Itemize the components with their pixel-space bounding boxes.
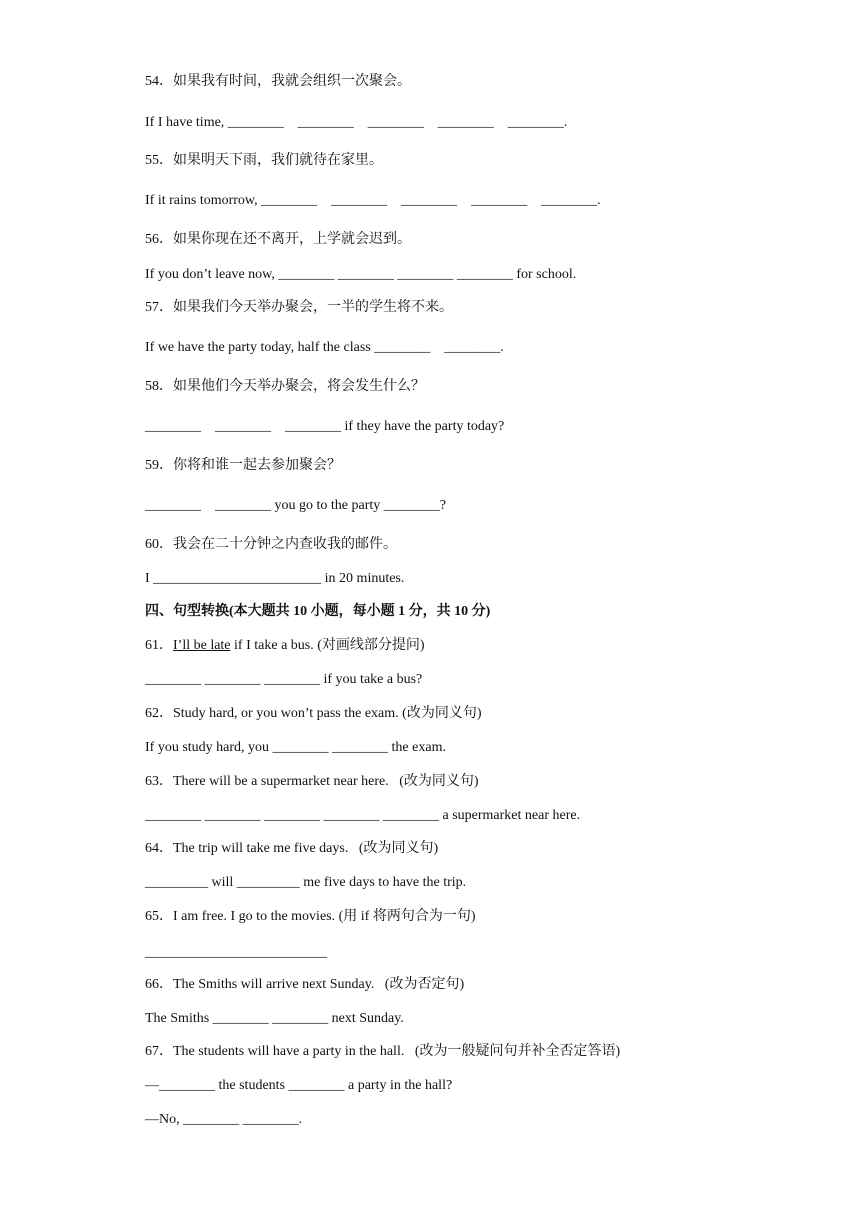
q54-chinese: 54．如果我有时间，我就会组织一次聚会。: [145, 74, 411, 89]
q62-question: 62．Study hard, or you won’t pass the exam. (改为同义句): [145, 706, 482, 721]
q55-chinese: 55．如果明天下雨，我们就待在家里。: [145, 153, 383, 168]
q66-answer: The Smiths ________ ________ next Sunday.: [145, 1011, 404, 1026]
q64-answer: _________ will _________ me five days to have the trip.: [145, 875, 467, 890]
q65-question: 65．I am free. I go to the movies. (用 if 将两句合为一句): [145, 909, 476, 924]
q62-answer: If you study hard, you ________ ________ the exam.: [145, 740, 446, 755]
q61-answer: ________ ________ ________ if you take a bus?: [145, 672, 423, 687]
q61-underlined-part: I’ll be late: [173, 638, 231, 653]
q55-english: If it rains tomorrow, ________ ________ ________ ________ ________.: [145, 193, 601, 208]
q65-answer: __________________________: [145, 945, 327, 960]
q59-chinese: 59．你将和谁一起去参加聚会？: [145, 458, 341, 473]
q56-chinese: 56．如果你现在还不离开，上学就会迟到。: [145, 232, 411, 247]
q58-english: ________ ________ ________ if they have the party today?: [145, 419, 505, 434]
q61-number: 61．: [145, 638, 173, 653]
q58-chinese: 58．如果他们今天举办聚会，将会发生什么？: [145, 379, 425, 394]
q64-question: 64．The trip will take me five days. (改为同义句): [145, 841, 439, 856]
q60-english: I ________________________ in 20 minutes.: [145, 571, 405, 586]
q63-answer: ________ ________ ________ ________ ________ a supermarket near here.: [145, 808, 581, 823]
section-four-heading: 四、句型转换(本大题共 10 小题，每小题 1 分，共 10 分): [145, 604, 491, 619]
q57-chinese: 57．如果我们今天举办聚会，一半的学生将不来。: [145, 300, 453, 315]
q56-english: If you don’t leave now, ________ ________ ________ ________ for school.: [145, 267, 577, 282]
q61-rest: if I take a bus. (对画线部分提问): [230, 638, 425, 653]
q54-english: If I have time, ________ ________ ________ ________ ________.: [145, 115, 568, 130]
q63-question: 63．There will be a supermarket near here. (改为同义句): [145, 774, 479, 789]
q67-answer-response: —No, ________ ________.: [145, 1112, 303, 1127]
q61-question: [145, 637, 425, 655]
q57-english: If we have the party today, half the class ________ ________.: [145, 340, 504, 355]
q66-question: 66．The Smiths will arrive next Sunday. (改为否定句): [145, 977, 465, 992]
q59-english: ________ ________ you go to the party ________?: [145, 498, 446, 513]
q67-answer-question: —________ the students ________ a party in the hall?: [145, 1078, 453, 1093]
q60-chinese: 60．我会在二十分钟之内查收我的邮件。: [145, 537, 397, 552]
q67-question: 67．The students will have a party in the hall. (改为一般疑问句并补全否定答语): [145, 1044, 621, 1059]
